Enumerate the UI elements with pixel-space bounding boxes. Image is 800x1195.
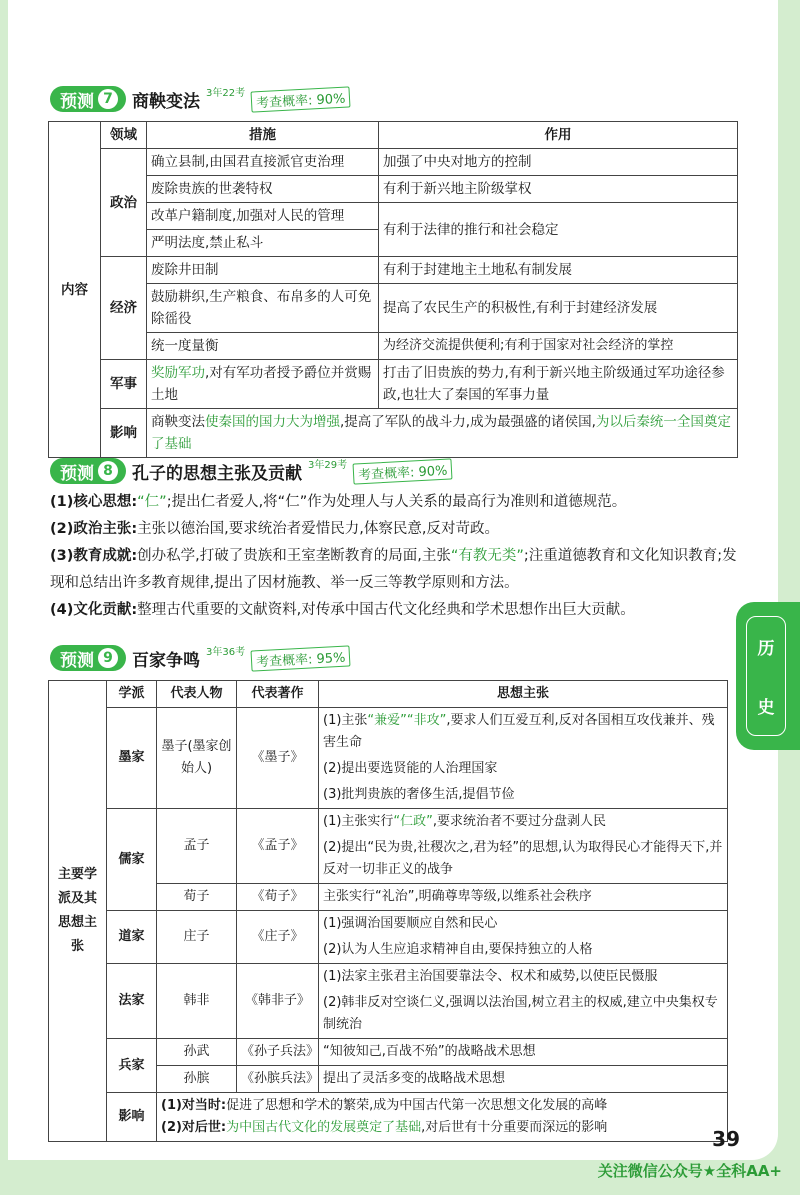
probability-stamp: 考查概率: 95% — [251, 645, 351, 671]
section-title: 商鞅变法 — [132, 91, 200, 112]
person-cell: 韩非 — [157, 964, 237, 1039]
prediction-badge — [50, 458, 126, 484]
highlight-text: “有教无类” — [450, 548, 524, 564]
col-person: 代表人物 — [157, 681, 237, 708]
person-cell: 孙膑 — [157, 1066, 237, 1093]
measure-cell: 确立县制,由国君直接派官吏治理 — [147, 149, 379, 176]
highlight-text: 为以后秦统一全国奠定了基础 — [151, 414, 731, 452]
subject-tab-frame — [746, 616, 786, 736]
highlight-text: 奖励军功 — [151, 365, 205, 381]
person-cell: 孙武 — [157, 1039, 237, 1066]
point-text: 主张以德治国,要求统治者爱惜民力,体察民意,反对苛政。 — [137, 521, 499, 537]
subject-char: 历 — [757, 639, 775, 659]
work-cell: 《孙膑兵法》 — [237, 1066, 319, 1093]
work-cell: 《庄子》 — [237, 911, 319, 964]
highlight-text: “仁政” — [393, 814, 433, 829]
effect-cell: 打击了旧贵族的势力,有利于新兴地主阶级通过军功途径参政,也壮大了秦国的军事力量 — [379, 360, 738, 409]
point-education — [50, 543, 740, 597]
content-label: 内容 — [49, 122, 101, 458]
col-thought: 思想主张 — [319, 681, 728, 708]
work-cell: 《孙子兵法》 — [237, 1039, 319, 1066]
col-school: 学派 — [107, 681, 157, 708]
exam-years: 3年22考 — [206, 88, 246, 99]
impact-line-label: (2)对后世: — [161, 1120, 227, 1135]
prediction-badge — [50, 645, 126, 671]
probability-stamp: 考查概率: 90% — [353, 458, 453, 484]
thought-cell: (1)强调治国要顺应自然和民心 — [319, 911, 728, 938]
thought-cell: (3)批判贵族的奢侈生活,提倡节俭 — [319, 782, 728, 809]
thought-cell: (1)法家主张君主治国要靠法令、权术和威势,以使臣民慑服 — [319, 964, 728, 991]
section-9-heading — [50, 645, 351, 671]
impact-text: 促进了思想和学术的繁荣,成为中国古代第一次思想文化发展的高峰 — [226, 1098, 608, 1113]
impact-line — [161, 1117, 723, 1139]
measure-cell: 鼓励耕织,生产粮食、布帛多的人可免除徭役 — [147, 284, 379, 333]
measure-cell: 废除贵族的世袭特权 — [147, 176, 379, 203]
badge-label: 预测 — [60, 91, 94, 112]
footer-text: 关注微信公众号★全科AA+ — [597, 1162, 782, 1180]
section-title: 孔子的思想主张及贡献 — [132, 463, 302, 484]
impact-text: 商鞅变法 — [151, 414, 205, 430]
point-culture — [50, 597, 740, 624]
col-work: 代表著作 — [237, 681, 319, 708]
effect-cell: 提高了农民生产的积极性,有利于封建经济发展 — [379, 284, 738, 333]
section-7-heading — [50, 86, 351, 112]
section-title: 百家争鸣 — [132, 650, 200, 671]
section-8-heading — [50, 458, 453, 484]
measure-cell: 严明法度,禁止私斗 — [147, 230, 379, 257]
school-ru: 儒家 — [107, 809, 157, 911]
point-label: (4)文化贡献: — [50, 602, 138, 618]
thought-text: (1)主张 — [323, 713, 368, 728]
effect-cell: 加强了中央对地方的控制 — [379, 149, 738, 176]
point-text: 整理古代重要的文献资料,对传承中国古代文化经典和学术思想作出巨大贡献。 — [137, 602, 635, 618]
point-label: (2)政治主张: — [50, 521, 138, 537]
work-cell: 《韩非子》 — [237, 964, 319, 1039]
measure-text: ,对有军功者授予爵位并赏赐土地 — [151, 365, 372, 403]
person-cell: 荀子 — [157, 884, 237, 911]
impact-text: ,提高了军队的战斗力,成为最强盛的诸侯国, — [340, 414, 596, 430]
thought-text: (1)主张实行 — [323, 814, 394, 829]
shang-yang-table — [48, 121, 738, 458]
thought-cell: “知彼知己,百战不殆”的战略战术思想 — [319, 1039, 728, 1066]
area-politics: 政治 — [101, 149, 147, 257]
col-effect: 作用 — [379, 122, 738, 149]
area-economy: 经济 — [101, 257, 147, 360]
point-core-thought — [50, 489, 740, 516]
thought-cell: (2)提出要选贤能的人治理国家 — [319, 756, 728, 782]
measure-cell: 废除井田制 — [147, 257, 379, 284]
effect-cell: 有利于法律的推行和社会稳定 — [379, 203, 738, 257]
exam-years: 3年29考 — [308, 460, 348, 471]
left-label: 主要学派及其思想主张 — [49, 681, 107, 1142]
badge-number: 7 — [98, 89, 118, 109]
thought-cell: 主张实行“礼治”,明确尊卑等级,以维系社会秩序 — [319, 884, 728, 911]
effect-cell: 为经济交流提供便利;有利于国家对社会经济的掌控 — [379, 333, 738, 360]
work-cell: 《孟子》 — [237, 809, 319, 884]
confucius-points — [50, 489, 740, 624]
point-text: ;提出仁者爱人,将“仁”作为处理人与人关系的最高行为准则和道德规范。 — [166, 494, 627, 510]
school-dao: 道家 — [107, 911, 157, 964]
impact-label: 影响 — [101, 409, 147, 458]
measure-cell: 统一度量衡 — [147, 333, 379, 360]
col-measure: 措施 — [147, 122, 379, 149]
person-cell: 孟子 — [157, 809, 237, 884]
badge-number: 9 — [98, 648, 118, 668]
school-fa: 法家 — [107, 964, 157, 1039]
area-military: 军事 — [101, 360, 147, 409]
effect-cell: 有利于封建地主土地私有制发展 — [379, 257, 738, 284]
prediction-badge — [50, 86, 126, 112]
badge-number: 8 — [98, 461, 118, 481]
point-text: ;注重道德教育和文化知识教育;发现和总结出许多教育规律,提出了因材施教、举一反三等教学原则和方法。 — [50, 548, 737, 591]
thought-cell — [319, 708, 728, 757]
highlight-text: “仁” — [137, 494, 167, 510]
probability-stamp: 考查概率: 90% — [251, 86, 351, 112]
school-bing: 兵家 — [107, 1039, 157, 1093]
impact-label: 影响 — [107, 1093, 157, 1142]
highlight-text: 为中国古代文化的发展奠定了基础 — [226, 1120, 422, 1135]
col-area: 领域 — [101, 122, 147, 149]
thought-cell — [319, 809, 728, 836]
highlight-text: “兼爱”“非攻” — [367, 713, 447, 728]
badge-label: 预测 — [60, 463, 94, 484]
impact-text: ,对后世有十分重要而深远的影响 — [421, 1120, 608, 1135]
thought-cell: (2)韩非反对空谈仁义,强调以法治国,树立君主的权威,建立中央集权专制统治 — [319, 990, 728, 1039]
point-label: (3)教育成就: — [50, 548, 138, 564]
work-cell: 《墨子》 — [237, 708, 319, 809]
highlight-text: 使秦国的国力大为增强 — [205, 414, 340, 430]
thought-text: ,要求统治者不要过分盘剥人民 — [432, 814, 607, 829]
exam-years: 3年36考 — [206, 647, 246, 658]
subject-char: 史 — [757, 698, 775, 718]
point-label: (1)核心思想: — [50, 494, 138, 510]
person-cell: 庄子 — [157, 911, 237, 964]
hundred-schools-table — [48, 680, 728, 1142]
thought-cell: 提出了灵活多变的战略战术思想 — [319, 1066, 728, 1093]
thought-text: ,要求人们互爱互利,反对各国相互攻伐兼并、残害生命 — [323, 713, 715, 750]
point-politics — [50, 516, 740, 543]
school-mo: 墨家 — [107, 708, 157, 809]
impact-cell — [147, 409, 738, 458]
page-number: 39 — [712, 1127, 740, 1151]
subject-tab[interactable] — [736, 602, 800, 750]
impact-line-label: (1)对当时: — [161, 1098, 227, 1113]
badge-label: 预测 — [60, 650, 94, 671]
effect-cell: 有利于新兴地主阶级掌权 — [379, 176, 738, 203]
impact-cell — [157, 1093, 728, 1142]
thought-cell: (2)认为人生应追求精神自由,要保持独立的人格 — [319, 937, 728, 964]
measure-cell: 改革户籍制度,加强对人民的管理 — [147, 203, 379, 230]
thought-cell: (2)提出“民为贵,社稷次之,君为轻”的思想,认为取得民心才能得天下,并反对一切非正义的战争 — [319, 835, 728, 884]
person-cell: 墨子(墨家创始人) — [157, 708, 237, 809]
impact-line — [161, 1095, 723, 1117]
work-cell: 《荀子》 — [237, 884, 319, 911]
measure-cell — [147, 360, 379, 409]
point-text: 创办私学,打破了贵族和王室垄断教育的局面,主张 — [137, 548, 451, 564]
